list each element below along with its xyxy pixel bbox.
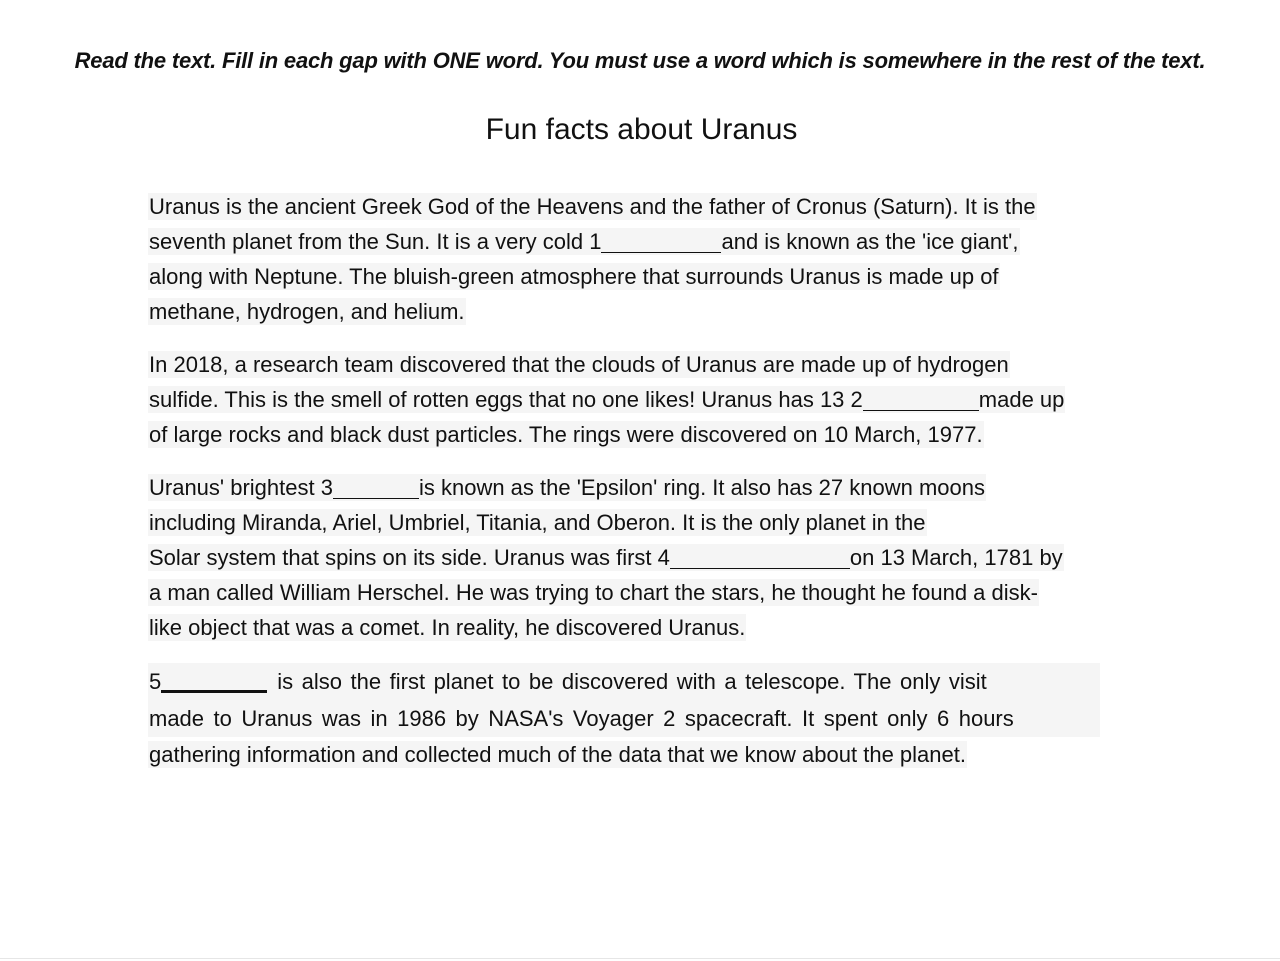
text-line: along with Neptune. The bluish-green atmosphere that surrounds Uranus is made up of	[149, 264, 999, 289]
page-title: Fun facts about Uranus	[485, 113, 798, 146]
paragraph-3	[148, 470, 1158, 645]
instructions: Read the text. Fill in each gap with ONE word. You must use a word which is somewhere in the rest of the text.	[74, 48, 1206, 73]
text-line: of large rocks and black dust particles. The rings were discovered on 10 March, 1977.	[149, 422, 983, 447]
text-line: made up	[978, 387, 1065, 412]
text-line: gathering information and collected much of the data that we know about the planet.	[149, 742, 966, 767]
paragraph-4	[148, 663, 1158, 772]
text-line: like object that was a comet. In reality, he discovered Uranus.	[149, 615, 746, 640]
text-line: In 2018, a research team discovered that the clouds of Uranus are made up of hydrogen	[149, 352, 1009, 377]
text-line: Uranus' brightest 3	[149, 475, 333, 500]
text-line: is known as the 'Epsilon' ring. It also has 27 known moons	[418, 475, 986, 500]
gap-3-blank[interactable]	[333, 476, 419, 499]
text-line: is also the first planet to be discovered with a telescope. The only visit	[277, 669, 987, 694]
text-line: including Miranda, Ariel, Umbriel, Titania, and Oberon. It is the only planet in the	[149, 510, 926, 535]
gap-1-blank[interactable]	[601, 230, 721, 253]
text-line: Uranus is the ancient Greek God of the Heavens and the father of Cronus (Saturn). It is the	[149, 194, 1036, 219]
gap-4-blank[interactable]	[670, 546, 850, 569]
text-line: on 13 March, 1781 by	[849, 545, 1063, 570]
gap-5-blank[interactable]	[161, 668, 267, 693]
text-line: seventh planet from the Sun. It is a very cold 1	[149, 229, 602, 254]
text-line: methane, hydrogen, and helium.	[149, 299, 465, 324]
text-line: made to Uranus was in 1986 by NASA's Voyager 2 spacecraft. It spent only 6 hours	[148, 700, 1100, 737]
text-line: 5	[149, 669, 162, 694]
text-line: a man called William Herschel. He was trying to chart the stars, he thought he found a disk-	[149, 580, 1038, 605]
text-line: and is known as the 'ice giant',	[721, 229, 1019, 254]
bottom-divider	[0, 958, 1280, 959]
paragraph-2	[148, 347, 1158, 452]
paragraph-1	[148, 189, 1158, 329]
text-line: Solar system that spins on its side. Uranus was first 4	[149, 545, 670, 570]
text-line: sulfide. This is the smell of rotten eggs that no one likes! Uranus has 13 2	[149, 387, 863, 412]
gap-2-blank[interactable]	[863, 388, 979, 411]
passage	[148, 189, 1158, 790]
